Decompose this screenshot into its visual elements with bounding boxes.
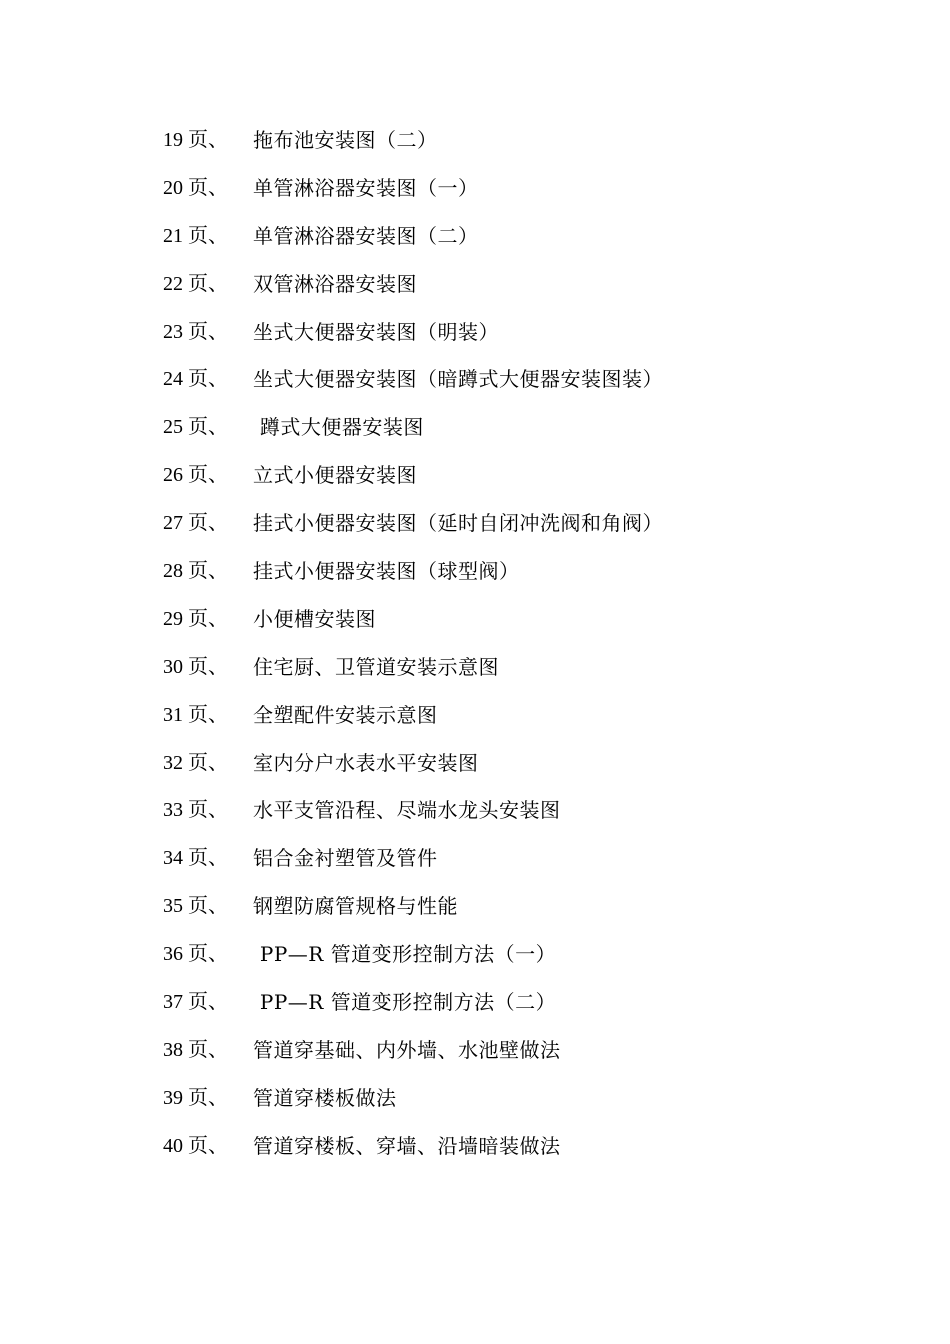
toc-page-number: 33 页、	[163, 799, 228, 822]
toc-title: 坐式大便器安装图（暗蹲式大便器安装图装）	[253, 367, 663, 392]
toc-entry	[163, 266, 663, 314]
toc-entry	[163, 649, 663, 697]
toc-title: 全塑配件安装示意图	[253, 702, 438, 727]
toc-page-number: 19 页、	[163, 129, 228, 151]
toc-entry	[163, 314, 663, 362]
toc-title: 室内分户水表水平安装图	[253, 750, 479, 775]
toc-page-number: 35 页、	[163, 895, 228, 918]
toc-title: 住宅厨、卫管道安装示意图	[253, 654, 499, 679]
toc-title: 拖布池安装图（二）	[253, 128, 438, 152]
toc-entry	[163, 409, 663, 457]
table-of-contents	[163, 122, 663, 1176]
toc-title: 管道穿楼板、穿墙、沿墙暗装做法	[253, 1133, 561, 1158]
toc-title: 坐式大便器安装图（明装）	[253, 319, 499, 344]
toc-page-number: 26 页、	[163, 464, 228, 487]
toc-title: 铝合金衬塑管及管件	[253, 846, 438, 871]
toc-entry	[163, 697, 663, 745]
toc-entry	[163, 745, 663, 793]
toc-title: 单管淋浴器安装图（二）	[253, 223, 479, 248]
toc-entry	[163, 888, 663, 936]
toc-title: 挂式小便器安装图（延时自闭冲洗阀和角阀）	[253, 511, 663, 536]
toc-page-number: 27 页、	[163, 512, 228, 535]
toc-title: 管道穿基础、内外墙、水池壁做法	[253, 1037, 561, 1062]
toc-title: PP—R 管道变形控制方法（二）	[253, 990, 557, 1015]
toc-page-number: 21 页、	[163, 224, 228, 247]
toc-page-number: 36 页、	[163, 943, 228, 966]
toc-page-number: 34 页、	[163, 847, 228, 870]
toc-entry	[163, 505, 663, 553]
toc-title: 水平支管沿程、尽端水龙头安装图	[253, 798, 561, 823]
toc-page-number: 25 页、	[163, 416, 228, 439]
toc-page-number: 22 页、	[163, 272, 228, 295]
toc-page-number: 29 页、	[163, 607, 228, 630]
toc-title: 挂式小便器安装图（球型阀）	[253, 559, 520, 584]
toc-page-number: 39 页、	[163, 1086, 228, 1109]
toc-entry	[163, 601, 663, 649]
toc-entry	[163, 1128, 663, 1176]
toc-page-number: 38 页、	[163, 1038, 228, 1061]
toc-page-number: 40 页、	[163, 1134, 228, 1157]
toc-title: 管道穿楼板做法	[253, 1085, 397, 1110]
toc-entry	[163, 936, 663, 984]
toc-page-number: 20 页、	[163, 176, 228, 199]
toc-entry	[163, 170, 663, 218]
toc-page-number: 32 页、	[163, 751, 228, 774]
toc-title: 立式小便器安装图	[253, 463, 417, 488]
toc-entry	[163, 361, 663, 409]
toc-title: 单管淋浴器安装图（一）	[253, 175, 479, 200]
toc-entry	[163, 553, 663, 601]
toc-title: 钢塑防腐管规格与性能	[253, 894, 458, 919]
toc-entry	[163, 1080, 663, 1128]
toc-entry	[163, 218, 663, 266]
toc-title: 蹲式大便器安装图	[253, 415, 424, 440]
toc-page-number: 31 页、	[163, 703, 228, 726]
toc-page-number: 24 页、	[163, 368, 228, 391]
toc-entry	[163, 792, 663, 840]
toc-title: PP—R 管道变形控制方法（一）	[253, 942, 557, 967]
toc-entry	[163, 984, 663, 1032]
toc-entry	[163, 457, 663, 505]
toc-page-number: 23 页、	[163, 320, 228, 343]
toc-page-number: 30 页、	[163, 655, 228, 678]
toc-entry	[163, 1032, 663, 1080]
toc-entry	[163, 122, 663, 170]
toc-title: 小便槽安装图	[253, 606, 376, 631]
toc-title: 双管淋浴器安装图	[253, 271, 417, 296]
toc-entry	[163, 840, 663, 888]
toc-page-number: 28 页、	[163, 560, 228, 583]
toc-page-number: 37 页、	[163, 991, 228, 1014]
